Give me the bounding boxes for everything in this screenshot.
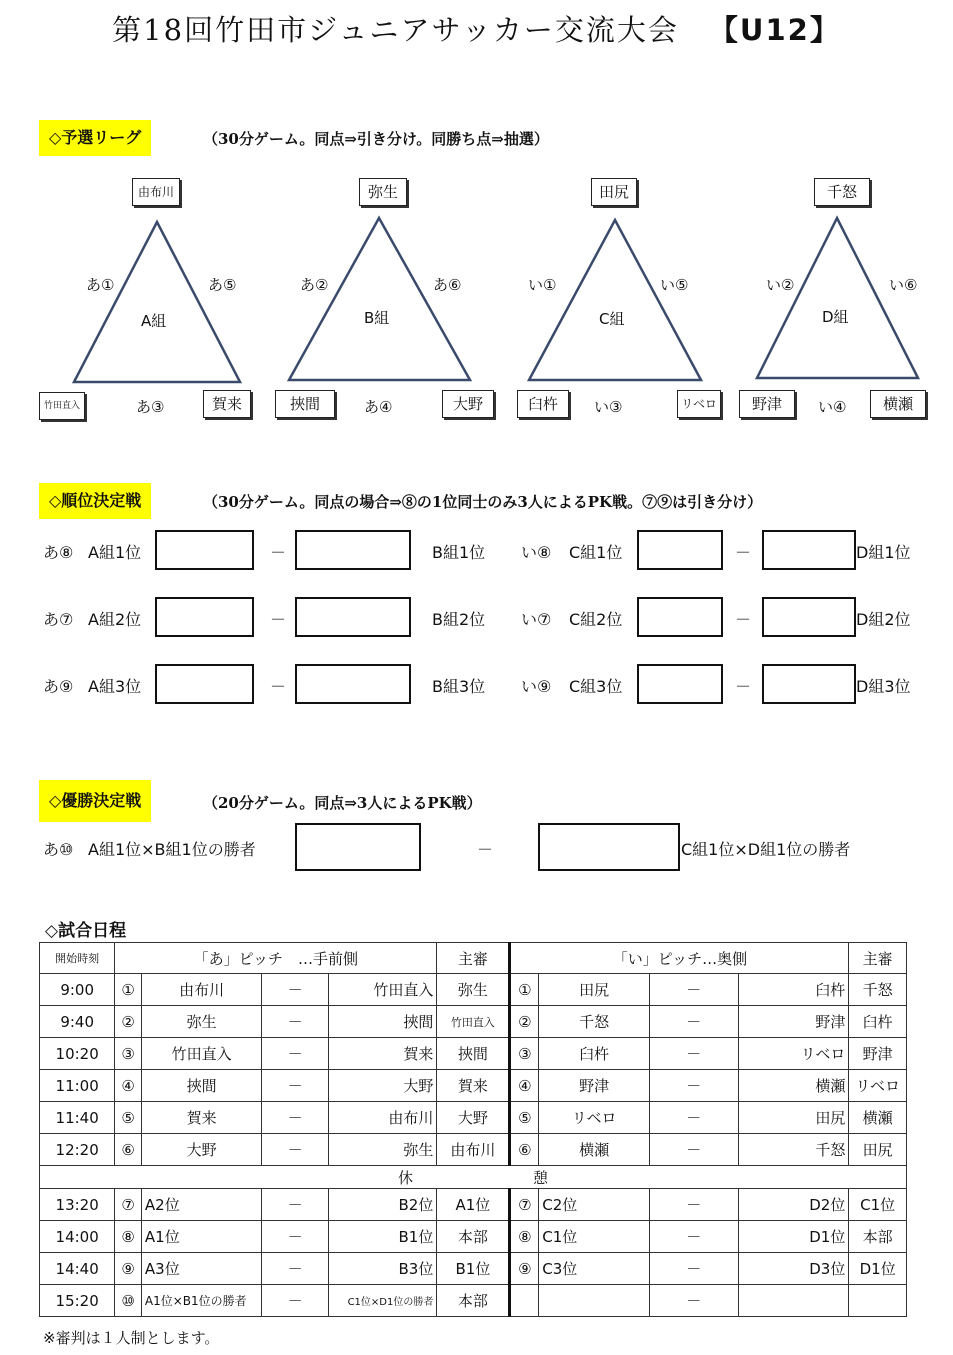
cell-time: 15:20 — [40, 1285, 115, 1317]
group-c-edge-bottom: い③ — [594, 398, 623, 416]
table-row — [40, 1253, 907, 1285]
cell-home: リベロ — [539, 1102, 650, 1134]
cell-dash: － — [262, 1102, 328, 1134]
cell-referee: B1位 — [437, 1253, 510, 1285]
cell-referee: 本部 — [437, 1285, 510, 1317]
cell-away — [738, 1285, 849, 1317]
cell-away: B2位 — [328, 1189, 437, 1221]
rank-i-match-no: い⑨ — [521, 677, 552, 696]
cell-away: 賀来 — [328, 1038, 437, 1070]
rank-a-left: A組2位 — [88, 610, 142, 629]
cell-match-no: ④ — [115, 1070, 142, 1102]
footnote: ※審判は１人制とします。 — [43, 1329, 220, 1347]
group-d-edge-left: い② — [766, 276, 795, 294]
header-time: 開始時刻 — [40, 943, 115, 974]
cell-away: 弥生 — [328, 1134, 437, 1166]
cell-match-no: ① — [115, 974, 142, 1006]
group-a-top-team: 由布川 — [132, 178, 180, 206]
score-box[interactable] — [637, 530, 723, 570]
ranking-note: （30分ゲーム。同点の場合⇒⑧の1位同士のみ3人によるPK戦。⑦⑨は引き分け） — [203, 493, 763, 511]
final-match-no: あ⑩ — [43, 840, 74, 859]
cell-time: 9:40 — [40, 1006, 115, 1038]
group-b-edge-bottom: あ④ — [364, 398, 393, 416]
cell-dash: － — [650, 1189, 739, 1221]
cell-dash: － — [650, 1102, 739, 1134]
cell-referee: リベロ — [849, 1070, 907, 1102]
rank-a-right: B組1位 — [432, 543, 486, 562]
rank-i-right: D組1位 — [856, 543, 911, 562]
cell-home: 大野 — [141, 1134, 261, 1166]
cell-time: 14:40 — [40, 1253, 115, 1285]
score-box[interactable] — [762, 530, 856, 570]
rank-i-left: C組1位 — [569, 543, 623, 562]
header-pitch-a: 「あ」ピッチ …手前側 — [115, 943, 437, 974]
cell-match-no: ⑥ — [115, 1134, 142, 1166]
cell-dash: － — [650, 1038, 739, 1070]
final-heading: ◇優勝決定戦 — [39, 780, 151, 822]
group-c-edge-right: い⑤ — [660, 276, 689, 294]
rank-i-right: D組2位 — [856, 610, 911, 629]
group-a-left-team: 竹田直入 — [39, 392, 85, 420]
cell-dash: － — [262, 1006, 328, 1038]
prelim-heading: ◇予選リーグ — [39, 120, 151, 156]
cell-dash: － — [262, 1134, 328, 1166]
group-a-edge-right: あ⑤ — [208, 276, 237, 294]
score-box[interactable] — [762, 664, 856, 704]
table-row — [40, 1285, 907, 1317]
cell-away: 千怒 — [738, 1134, 849, 1166]
cell-home: 竹田直入 — [141, 1038, 261, 1070]
cell-away: 大野 — [328, 1070, 437, 1102]
cell-time: 11:40 — [40, 1102, 115, 1134]
cell-referee: 野津 — [849, 1038, 907, 1070]
cell-away: B3位 — [328, 1253, 437, 1285]
group-d-name: D組 — [822, 308, 849, 326]
rank-i-left: C組2位 — [569, 610, 623, 629]
score-box[interactable] — [155, 597, 254, 637]
cell-home: 野津 — [539, 1070, 650, 1102]
rank-a-match-no: あ⑦ — [43, 610, 74, 629]
header-referee: 主審 — [437, 943, 510, 974]
cell-match-no: ④ — [510, 1070, 539, 1102]
rank-a-right: B組2位 — [432, 610, 486, 629]
cell-home — [539, 1285, 650, 1317]
cell-match-no: ⑤ — [115, 1102, 142, 1134]
score-box[interactable] — [637, 597, 723, 637]
cell-referee: C1位 — [849, 1189, 907, 1221]
schedule-heading: ◇試合日程 — [45, 921, 127, 941]
cell-referee: 横瀬 — [849, 1102, 907, 1134]
table-header-row — [40, 943, 907, 974]
cell-dash: － — [262, 1189, 328, 1221]
score-box[interactable] — [155, 664, 254, 704]
group-a-right-team: 賀来 — [203, 390, 251, 418]
dash: － — [735, 677, 752, 696]
cell-home: A3位 — [141, 1253, 261, 1285]
group-a-edge-left: あ① — [86, 276, 115, 294]
cell-referee: 本部 — [849, 1221, 907, 1253]
cell-home: C3位 — [539, 1253, 650, 1285]
cell-home: 田尻 — [539, 974, 650, 1006]
group-d-edge-right: い⑥ — [889, 276, 918, 294]
cell-match-no: ⑧ — [115, 1221, 142, 1253]
score-box[interactable] — [762, 597, 856, 637]
group-b-name: B組 — [364, 309, 390, 327]
table-row — [40, 1189, 907, 1221]
cell-match-no: ⑧ — [510, 1221, 539, 1253]
group-a-name: A組 — [141, 312, 167, 330]
rank-i-match-no: い⑧ — [521, 543, 552, 562]
cell-match-no: ⑦ — [115, 1189, 142, 1221]
cell-away: 挾間 — [328, 1006, 437, 1038]
cell-match-no: ⑨ — [115, 1253, 142, 1285]
page-title — [0, 8, 953, 49]
cell-away: B1位 — [328, 1221, 437, 1253]
group-c-top-team: 田尻 — [591, 178, 637, 206]
cell-referee: 田尻 — [849, 1134, 907, 1166]
rank-a-match-no: あ⑨ — [43, 677, 74, 696]
cell-away: リベロ — [738, 1038, 849, 1070]
cell-home: 横瀬 — [539, 1134, 650, 1166]
cell-dash: － — [650, 1221, 739, 1253]
rank-i-match-no: い⑦ — [521, 610, 552, 629]
cell-match-no — [510, 1285, 539, 1317]
cell-time: 13:20 — [40, 1189, 115, 1221]
dash: － — [270, 543, 287, 562]
table-row — [40, 974, 907, 1006]
final-left-label: A組1位×B組1位の勝者 — [88, 840, 256, 859]
prelim-note: （30分ゲーム。同点⇒引き分け。同勝ち点⇒抽選） — [203, 130, 549, 148]
cell-away: 臼杵 — [738, 974, 849, 1006]
group-d-left-team: 野津 — [739, 390, 795, 418]
group-b-top-team: 弥生 — [359, 178, 407, 206]
title-text: 第18回竹田市ジュニアサッカー交流大会 — [112, 13, 679, 47]
break-label: 休 憩 — [40, 1166, 907, 1189]
header-pitch-i: 「い」ピッチ…奥側 — [510, 943, 849, 974]
group-b-left-team: 挾間 — [275, 390, 335, 418]
cell-home: C1位 — [539, 1221, 650, 1253]
cell-match-no: ③ — [510, 1038, 539, 1070]
schedule-table — [39, 942, 907, 1317]
cell-away: D1位 — [738, 1221, 849, 1253]
rank-i-left: C組3位 — [569, 677, 623, 696]
cell-referee: D1位 — [849, 1253, 907, 1285]
cell-dash: － — [650, 1285, 739, 1317]
score-box[interactable] — [295, 530, 411, 570]
cell-match-no: ⑨ — [510, 1253, 539, 1285]
cell-home: 由布川 — [141, 974, 261, 1006]
group-triangles — [0, 210, 953, 390]
triangle-a — [74, 222, 240, 382]
dash: － — [735, 543, 752, 562]
group-b-edge-right: あ⑥ — [433, 276, 462, 294]
cell-referee: 本部 — [437, 1221, 510, 1253]
cell-dash: － — [262, 1253, 328, 1285]
cell-time: 9:00 — [40, 974, 115, 1006]
cell-match-no: ⑩ — [115, 1285, 142, 1317]
cell-home: 賀来 — [141, 1102, 261, 1134]
cell-home: 千怒 — [539, 1006, 650, 1038]
triangle-c — [529, 220, 701, 380]
cell-match-no: ① — [510, 974, 539, 1006]
cell-home: 臼杵 — [539, 1038, 650, 1070]
rank-a-right: B組3位 — [432, 677, 486, 696]
break-row — [40, 1166, 907, 1189]
cell-dash: － — [262, 974, 328, 1006]
group-b-right-team: 大野 — [442, 390, 494, 418]
group-c-name: C組 — [599, 310, 625, 328]
group-c-right-team: リベロ — [677, 390, 721, 418]
dash: － — [735, 610, 752, 629]
group-d-edge-bottom: い④ — [818, 398, 847, 416]
score-box[interactable] — [295, 664, 411, 704]
cell-match-no: ⑦ — [510, 1189, 539, 1221]
table-row — [40, 1134, 907, 1166]
cell-dash: － — [262, 1038, 328, 1070]
cell-away: D2位 — [738, 1189, 849, 1221]
category-badge: 【U12】 — [708, 13, 841, 47]
cell-away: D3位 — [738, 1253, 849, 1285]
score-box[interactable] — [155, 530, 254, 570]
cell-match-no: ② — [510, 1006, 539, 1038]
cell-home: 挾間 — [141, 1070, 261, 1102]
dash: － — [270, 677, 287, 696]
cell-home: A1位×B1位の勝者 — [141, 1285, 261, 1317]
score-box[interactable] — [295, 597, 411, 637]
cell-home: C2位 — [539, 1189, 650, 1221]
cell-match-no: ⑥ — [510, 1134, 539, 1166]
cell-away: 竹田直入 — [328, 974, 437, 1006]
cell-referee: 臼杵 — [849, 1006, 907, 1038]
cell-referee: A1位 — [437, 1189, 510, 1221]
dash: － — [270, 610, 287, 629]
group-a-edge-bottom: あ③ — [136, 398, 165, 416]
triangle-d — [757, 218, 918, 378]
group-c-edge-left: い① — [528, 276, 557, 294]
cell-away: 横瀬 — [738, 1070, 849, 1102]
rank-i-right: D組3位 — [856, 677, 911, 696]
group-d-right-team: 横瀬 — [870, 390, 926, 418]
score-box[interactable] — [637, 664, 723, 704]
header-referee: 主審 — [849, 943, 907, 974]
rank-a-left: A組3位 — [88, 677, 142, 696]
cell-dash: － — [262, 1285, 328, 1317]
cell-referee: 千怒 — [849, 974, 907, 1006]
cell-time: 12:20 — [40, 1134, 115, 1166]
cell-dash: － — [650, 974, 739, 1006]
rank-a-match-no: あ⑧ — [43, 543, 74, 562]
cell-time: 11:00 — [40, 1070, 115, 1102]
cell-away: 田尻 — [738, 1102, 849, 1134]
table-row — [40, 1102, 907, 1134]
cell-dash: － — [650, 1134, 739, 1166]
cell-dash: － — [262, 1070, 328, 1102]
table-row — [40, 1221, 907, 1253]
cell-time: 10:20 — [40, 1038, 115, 1070]
ranking-heading: ◇順位決定戦 — [39, 483, 151, 519]
cell-time: 14:00 — [40, 1221, 115, 1253]
cell-match-no: ⑤ — [510, 1102, 539, 1134]
score-box[interactable] — [295, 823, 421, 871]
cell-away: 由布川 — [328, 1102, 437, 1134]
group-c-left-team: 臼杵 — [517, 390, 569, 418]
cell-home: A1位 — [141, 1221, 261, 1253]
cell-home: 弥生 — [141, 1006, 261, 1038]
table-row — [40, 1006, 907, 1038]
cell-referee: 大野 — [437, 1102, 510, 1134]
cell-referee: 弥生 — [437, 974, 510, 1006]
triangle-b — [289, 218, 470, 380]
cell-referee: 由布川 — [437, 1134, 510, 1166]
table-row — [40, 1070, 907, 1102]
cell-home: A2位 — [141, 1189, 261, 1221]
dash: － — [477, 840, 494, 859]
cell-referee: 竹田直入 — [437, 1006, 510, 1038]
cell-referee — [849, 1285, 907, 1317]
cell-dash: － — [650, 1070, 739, 1102]
cell-referee: 挾間 — [437, 1038, 510, 1070]
cell-away: C1位×D1位の勝者 — [328, 1285, 437, 1317]
table-row — [40, 1038, 907, 1070]
final-note: （20分ゲーム。同点⇒3人によるPK戦） — [203, 794, 482, 812]
cell-away: 野津 — [738, 1006, 849, 1038]
cell-match-no: ② — [115, 1006, 142, 1038]
cell-dash: － — [650, 1253, 739, 1285]
group-b-edge-left: あ② — [300, 276, 329, 294]
score-box[interactable] — [538, 823, 680, 871]
cell-dash: － — [262, 1221, 328, 1253]
group-d-top-team: 千怒 — [814, 178, 870, 206]
rank-a-left: A組1位 — [88, 543, 142, 562]
cell-referee: 賀来 — [437, 1070, 510, 1102]
cell-dash: － — [650, 1006, 739, 1038]
cell-match-no: ③ — [115, 1038, 142, 1070]
final-right-label: C組1位×D組1位の勝者 — [681, 840, 851, 859]
